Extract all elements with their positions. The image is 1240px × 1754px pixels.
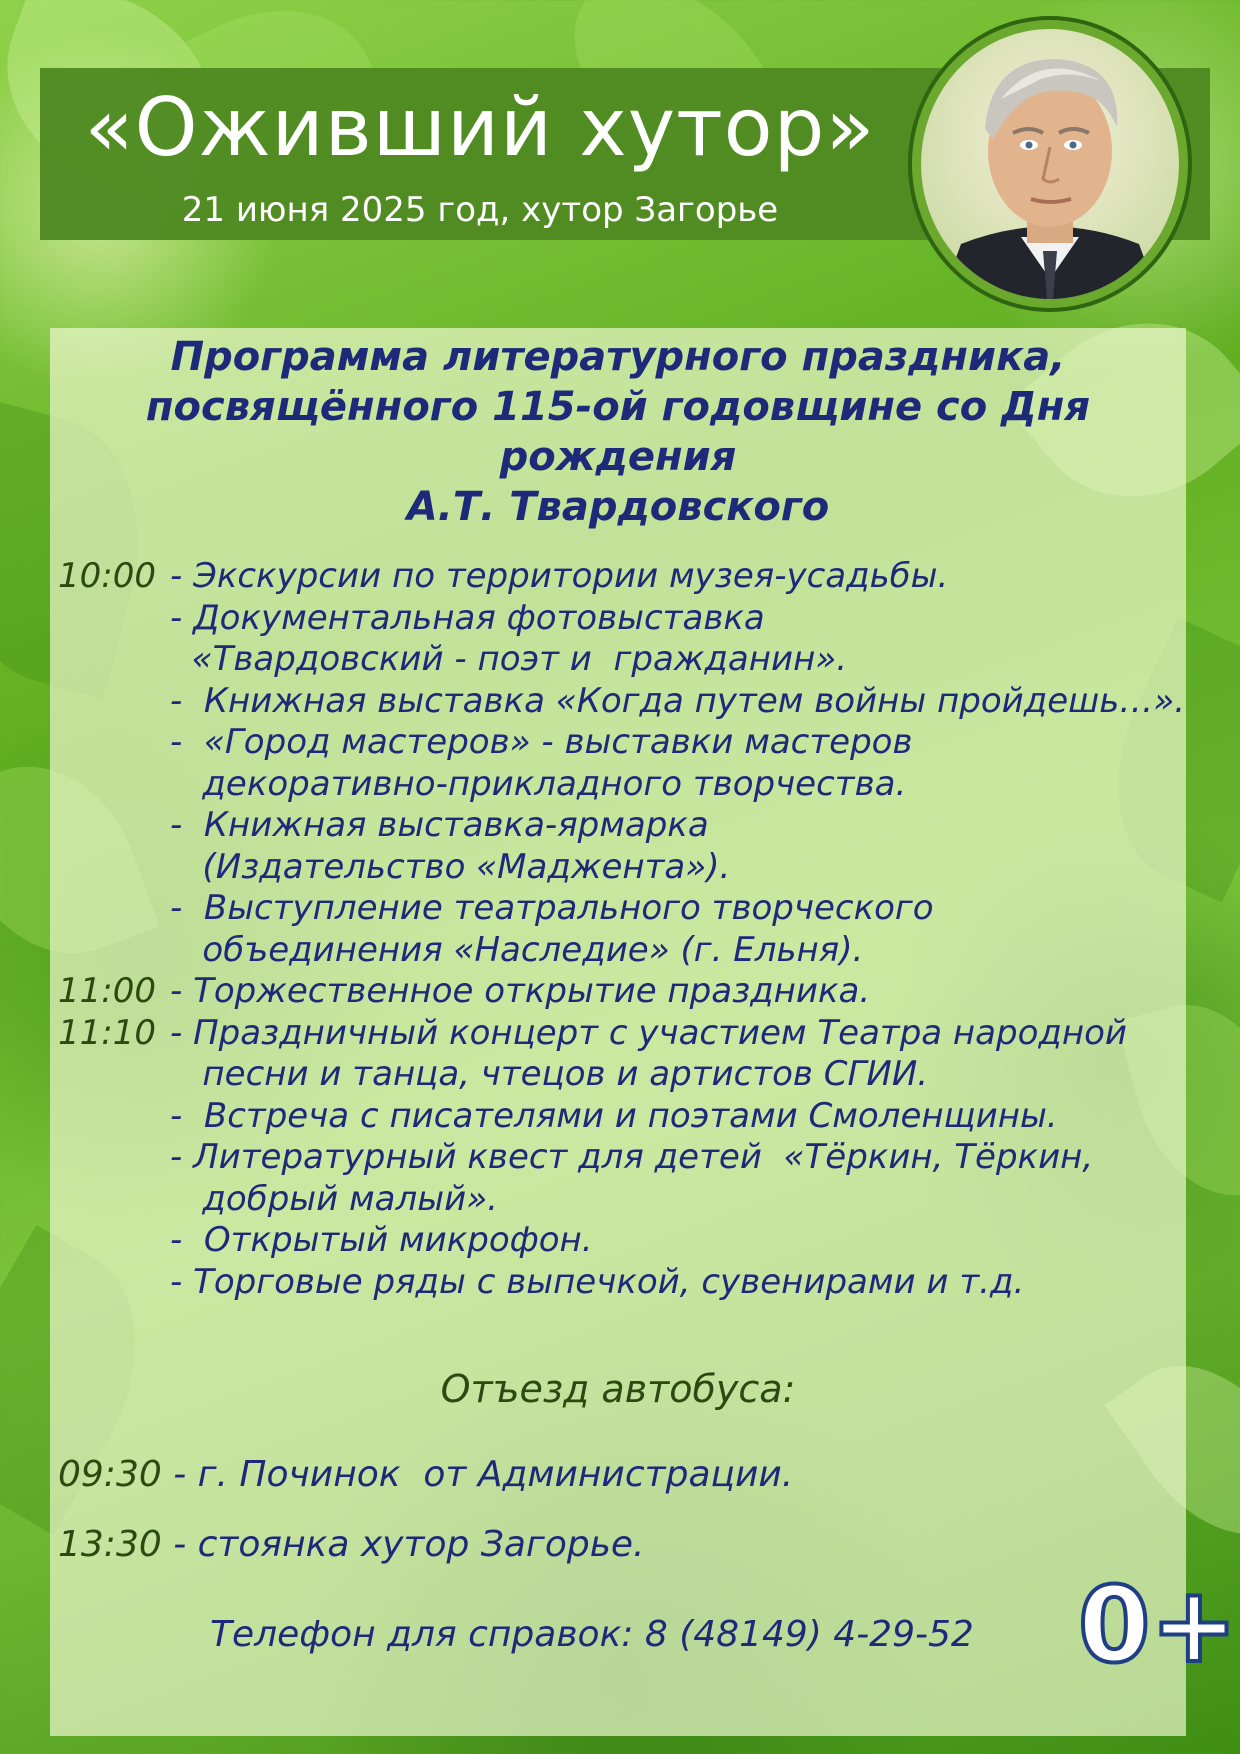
program-heading: [50, 332, 1186, 532]
schedule-text: - Открытый микрофон.: [170, 1220, 593, 1260]
schedule-text: - Праздничный концерт с участием Театра народной: [170, 1012, 1128, 1053]
schedule-text: - Экскурсии по территории музея-усадьбы.: [170, 556, 949, 596]
schedule-row: [58, 1013, 1178, 1055]
schedule-row: [58, 1262, 1178, 1304]
schedule-row: [58, 722, 1178, 764]
schedule-row: [58, 680, 1186, 723]
program-heading-line-1: Программа литературного праздника,: [170, 334, 1066, 380]
schedule-text: - Книжная выставка «Когда путем войны пройдешь…».: [170, 680, 1186, 721]
schedule-row: [58, 888, 1178, 930]
schedule-row: [58, 1179, 1178, 1221]
bus-departure-row: [58, 1522, 1158, 1568]
schedule-text: - Книжная выставка-ярмарка: [170, 805, 709, 845]
schedule-time: 11:00: [58, 971, 156, 1011]
schedule-text: - «Город мастеров» - выставки мастеров: [170, 722, 913, 762]
portrait-image: [912, 20, 1188, 308]
schedule-row: [58, 639, 1178, 681]
schedule-text: добрый малый».: [170, 1178, 498, 1219]
schedule-row: [58, 1096, 1178, 1138]
program-heading-line-2: посвящённого 115-ой годовщине со Дня рождения: [145, 384, 1091, 480]
schedule-row: [58, 1137, 1178, 1179]
bus-departure-place: - г. Починок от Администрации.: [161, 1454, 794, 1495]
schedule-time: 11:10: [58, 1012, 156, 1053]
schedule-text: - Документальная фотовыставка: [170, 597, 765, 638]
schedule-row: [58, 556, 1178, 598]
schedule-time: 10:00: [58, 556, 156, 596]
schedule-text: декоративно-прикладного творчества.: [170, 763, 907, 804]
schedule-row: [58, 764, 1178, 806]
schedule-text: - Торжественное открытие праздника.: [170, 971, 871, 1011]
phone-info: Телефон для справок: 8 (48149) 4-29-52: [210, 1614, 974, 1655]
schedule-row: [58, 1220, 1178, 1262]
bus-departure-time: 09:30: [58, 1454, 162, 1495]
event-date-place: 21 июня 2025 год, хутор Загорье: [181, 190, 779, 230]
age-rating-badge: 0+: [1078, 1564, 1238, 1686]
schedule-row: [58, 1054, 1178, 1096]
bus-departure-time: 13:30: [58, 1524, 162, 1565]
schedule-text: - Торговые ряды с выпечкой, сувенирами и т.д.: [170, 1261, 1025, 1302]
schedule-list: [58, 556, 1186, 1303]
bus-departure-title: Отъезд автобуса:: [440, 1367, 796, 1411]
portrait-illustration: [921, 29, 1179, 299]
schedule-text: - Выступление театрального творческого: [170, 888, 934, 928]
schedule-text: - Литературный квест для детей «Тёркин, Тёркин,: [170, 1137, 1094, 1177]
schedule-row: [58, 847, 1178, 889]
schedule-row: [58, 805, 1178, 847]
schedule-text: объединения «Наследие» (г. Ельня).: [170, 929, 864, 970]
event-title: «Оживший хутор»: [84, 81, 876, 174]
schedule-text: (Издательство «Маджента»).: [170, 846, 731, 887]
schedule-row: [58, 971, 1178, 1013]
schedule-text: песни и танца, чтецов и артистов СГИИ.: [170, 1054, 929, 1094]
program-heading-line-3: А.Т. Твардовского: [406, 484, 830, 530]
bus-departure-row: [58, 1452, 1158, 1498]
schedule-row: [58, 930, 1178, 972]
schedule-row: [58, 598, 1178, 640]
schedule-text: «Твардовский - поэт и гражданин».: [170, 639, 848, 679]
bus-departure-place: - стоянка хутор Загорье.: [161, 1524, 645, 1565]
schedule-text: - Встреча с писателями и поэтами Смоленщины.: [170, 1095, 1058, 1136]
